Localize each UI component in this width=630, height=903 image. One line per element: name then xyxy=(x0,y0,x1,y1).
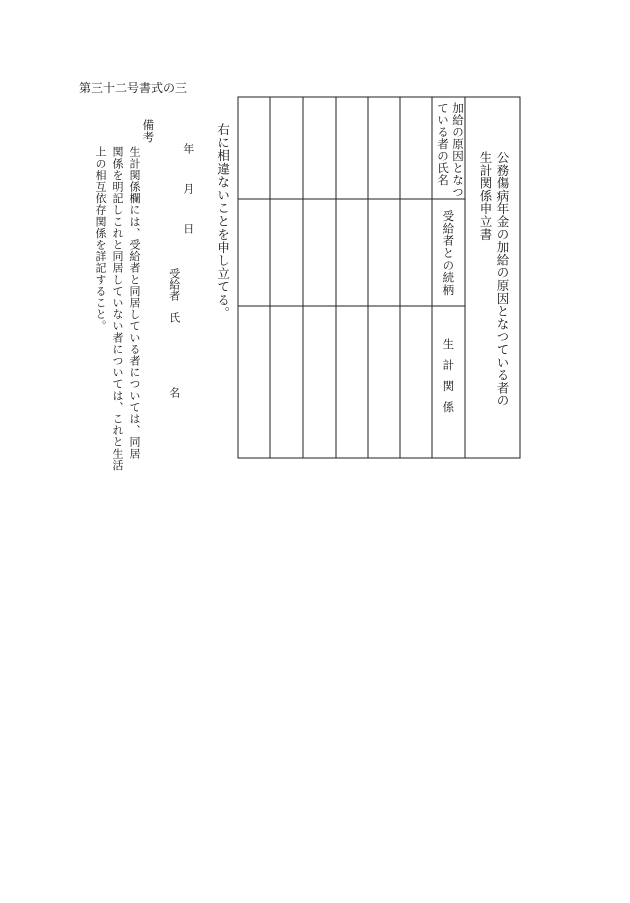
date-year: 年 xyxy=(181,143,195,154)
remarks-line: 上の相互依存関係を詳記すること。 xyxy=(94,146,107,332)
remarks-line: 関係を明記しこれと同居していない者については、これと生活 xyxy=(111,146,124,471)
remarks-label: 備考 xyxy=(141,119,156,143)
header-name: 加給の原因となつ ている者の氏名 xyxy=(436,102,465,198)
remarks xyxy=(92,146,143,471)
signature-name-1: 氏 xyxy=(167,312,181,323)
date-line xyxy=(181,143,195,234)
form-number: 第三十二号書式の三 xyxy=(79,81,188,95)
remarks-line: 生計関係欄には、受給者と同居している者については、同居 xyxy=(128,146,141,460)
signature-name-2: 名 xyxy=(167,387,181,398)
header-living-relation: 生計関係 xyxy=(441,338,456,422)
signature-recipient: 受給者 xyxy=(167,268,181,301)
declaration: 右に相違ないことを申し立てる。 xyxy=(215,123,231,320)
header-relationship: 受給者との続柄 xyxy=(441,210,456,297)
date-day: 日 xyxy=(181,223,195,234)
date-month: 月 xyxy=(181,183,195,194)
form-title: 公務傷病年金の加給の原因となつている者の 生計関係申立書 xyxy=(478,151,510,407)
signature-line xyxy=(167,268,181,398)
